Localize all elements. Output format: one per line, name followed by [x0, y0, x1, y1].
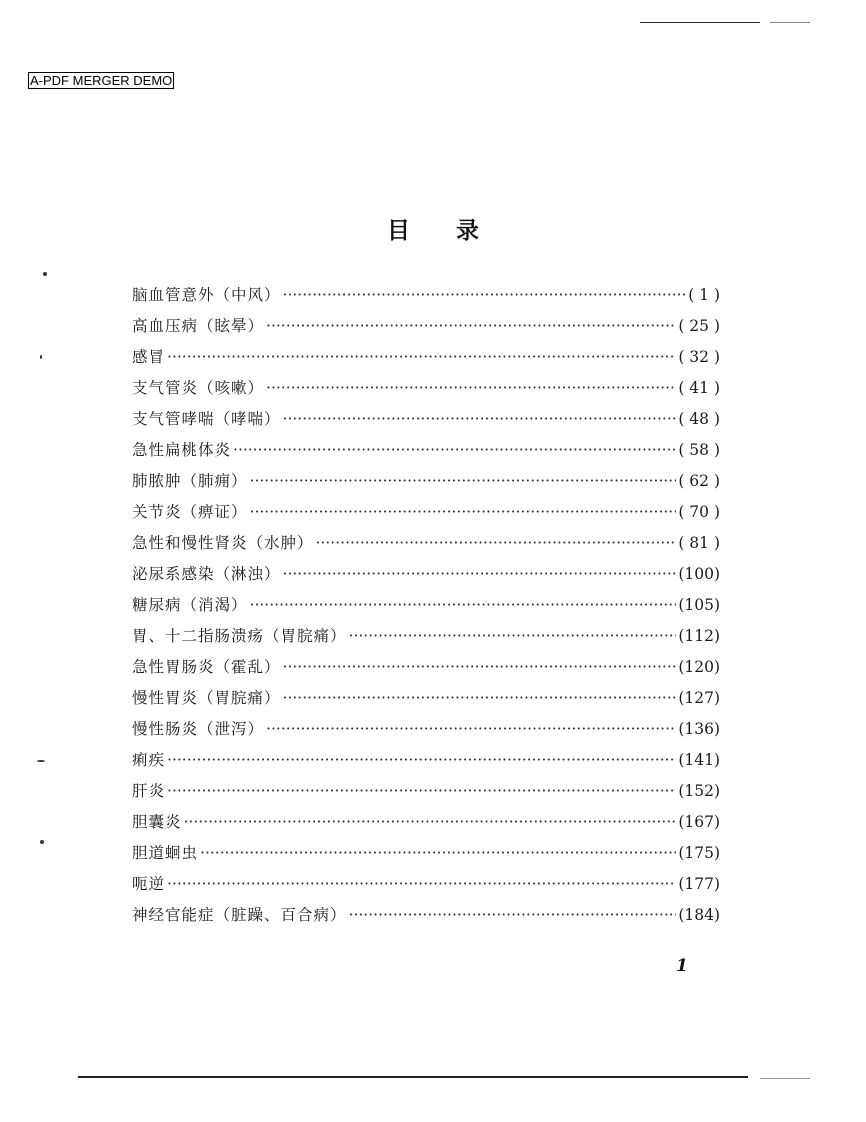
toc-entry-page: ( 81 )	[678, 534, 720, 552]
toc-entry-page: ( 25 )	[678, 317, 720, 335]
toc-entry-title: 关节炎（痹证）	[132, 503, 248, 521]
toc-entry-title: 痢疾	[132, 751, 166, 769]
toc-entry	[132, 683, 720, 714]
toc-entry	[132, 311, 720, 342]
toc-entry-title: 胆囊炎	[132, 813, 182, 831]
toc-dot-leader	[167, 869, 676, 900]
toc-entry-page: (127)	[678, 689, 720, 707]
toc-entry-title: 慢性肠炎（泄泻）	[132, 720, 265, 738]
toc-entry-title: 泌尿系感染（淋浊）	[132, 565, 281, 583]
toc-dot-leader	[250, 497, 677, 528]
toc-entry-page: (100)	[678, 565, 720, 583]
toc-entry	[132, 373, 720, 404]
toc-entry-title: 支气管炎（咳嗽）	[132, 379, 265, 397]
watermark-label: A-PDF MERGER DEMO	[30, 73, 173, 88]
toc-entry-page: (112)	[678, 627, 720, 645]
toc-entry-title: 慢性胃炎（胃脘痛）	[132, 689, 281, 707]
scan-speck	[40, 355, 42, 359]
toc-entry	[132, 900, 720, 931]
toc-dot-leader	[283, 683, 677, 714]
toc-entry-page: (167)	[678, 813, 720, 831]
toc-entry	[132, 404, 720, 435]
toc-entry	[132, 435, 720, 466]
toc-dot-leader	[283, 280, 687, 311]
toc-entry	[132, 280, 720, 311]
toc-entry-page: ( 48 )	[678, 410, 720, 428]
toc-dot-leader	[316, 528, 677, 559]
toc-entry-title: 感冒	[132, 348, 166, 366]
toc-entry-title: 胆道蛔虫	[132, 844, 199, 862]
toc-dot-leader	[349, 621, 677, 652]
scan-speck	[37, 760, 45, 762]
toc-dot-leader	[283, 652, 677, 683]
toc-dot-leader	[250, 590, 677, 621]
toc-entry-title: 脑血管意外（中风）	[132, 286, 281, 304]
scan-speck	[43, 272, 47, 276]
toc-dot-leader	[283, 559, 677, 590]
toc-entry-page: (175)	[678, 844, 720, 862]
toc-entry-page: (141)	[678, 751, 720, 769]
toc-entry-title: 急性和慢性肾炎（水肿）	[132, 534, 314, 552]
toc-entry-page: (136)	[678, 720, 720, 738]
toc-entry	[132, 838, 720, 869]
toc-dot-leader	[167, 342, 676, 373]
toc-dot-leader	[250, 466, 677, 497]
table-of-contents	[132, 280, 720, 931]
toc-entry-title: 高血压病（眩晕）	[132, 317, 265, 335]
toc-entry-page: ( 58 )	[678, 441, 720, 459]
toc-entry-title: 呃逆	[132, 875, 166, 893]
toc-dot-leader	[200, 838, 676, 869]
toc-entry-title: 肝炎	[132, 782, 166, 800]
toc-entry-page: ( 41 )	[678, 379, 720, 397]
toc-entry	[132, 621, 720, 652]
scan-artifact-top-line	[640, 22, 760, 23]
toc-entry	[132, 652, 720, 683]
toc-dot-leader	[266, 311, 676, 342]
toc-entry-title: 糖尿病（消渴）	[132, 596, 248, 614]
toc-entry-title: 神经官能症（脏躁、百合病）	[132, 906, 347, 924]
scan-artifact-bottom-line	[78, 1076, 748, 1078]
toc-entry-page: (105)	[678, 596, 720, 614]
toc-entry	[132, 497, 720, 528]
toc-entry-title: 肺脓肿（肺痈）	[132, 472, 248, 490]
page-number: 1	[676, 956, 688, 976]
scan-artifact-top-dash	[770, 22, 810, 23]
toc-entry	[132, 466, 720, 497]
toc-entry-title: 支气管哮喘（哮喘）	[132, 410, 281, 428]
toc-dot-leader	[266, 373, 676, 404]
toc-dot-leader	[266, 714, 676, 745]
toc-entry-title: 急性扁桃体炎	[132, 441, 232, 459]
toc-dot-leader	[167, 776, 676, 807]
toc-dot-leader	[283, 404, 677, 435]
toc-entry-page: (177)	[678, 875, 720, 893]
toc-entry-page: (152)	[678, 782, 720, 800]
scan-artifact-bottom-dash	[760, 1078, 810, 1079]
toc-entry	[132, 714, 720, 745]
toc-entry-title: 胃、十二指肠溃疡（胃脘痛）	[132, 627, 347, 645]
page-title: 目录	[387, 218, 525, 244]
toc-entry-page: ( 32 )	[678, 348, 720, 366]
toc-entry-page: ( 1 )	[688, 286, 720, 304]
toc-dot-leader	[184, 807, 677, 838]
toc-dot-leader	[233, 435, 676, 466]
toc-entry-page: (184)	[678, 906, 720, 924]
toc-entry-page: ( 62 )	[678, 472, 720, 490]
toc-entry	[132, 528, 720, 559]
toc-entry	[132, 590, 720, 621]
toc-entry	[132, 745, 720, 776]
toc-entry	[132, 869, 720, 900]
toc-entry-title: 急性胃肠炎（霍乱）	[132, 658, 281, 676]
toc-entry	[132, 807, 720, 838]
toc-entry	[132, 342, 720, 373]
toc-entry	[132, 776, 720, 807]
toc-entry-page: ( 70 )	[678, 503, 720, 521]
scan-speck	[40, 840, 44, 844]
toc-entry	[132, 559, 720, 590]
toc-entry-page: (120)	[678, 658, 720, 676]
toc-dot-leader	[349, 900, 677, 931]
toc-dot-leader	[167, 745, 676, 776]
